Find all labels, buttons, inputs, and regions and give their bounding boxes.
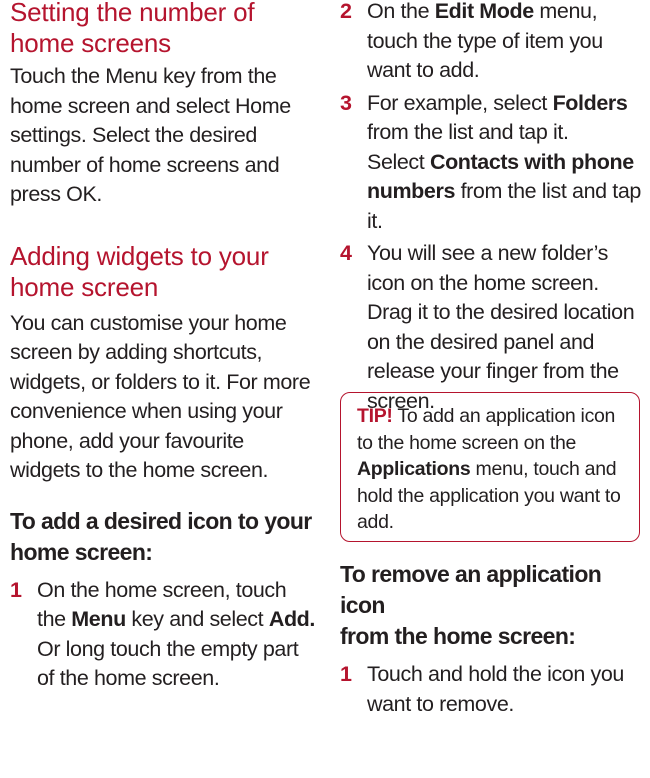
section-title-home-screens: Setting the number of home screens <box>10 0 255 58</box>
right-column <box>340 0 642 416</box>
step-number: 2 <box>340 0 352 23</box>
add-step-4: 4 You will see a new folder’s icon on the home screen. Drag it to the desired location on the desired panel and release your finger from the screen. <box>340 241 635 413</box>
tip-label: TIP! <box>357 405 393 427</box>
remove-section <box>340 559 645 719</box>
remove-icon-heading: To remove an application icon from the home screen: <box>340 561 602 649</box>
tip-box <box>340 392 640 542</box>
add-step-3: 3 For example, select Folders from the list and tap it. Select Contacts with phone numbers from the list and tap it. <box>340 90 641 233</box>
step-number: 1 <box>10 577 22 602</box>
step-number: 3 <box>340 90 352 115</box>
add-step-2: 2 On the Edit Mode menu, touch the type of item you want to add. <box>340 0 642 86</box>
step-number: 4 <box>340 241 352 265</box>
add-icon-heading: To add a desired icon to your home screen: <box>10 507 312 565</box>
tip-text: TIP! To add an application icon to the home screen on the Applications menu, touch and hold the application you want to add. <box>357 405 621 533</box>
left-column <box>10 0 315 694</box>
section-title-adding-widgets: Adding widgets to your home screen <box>10 240 269 302</box>
home-screens-paragraph: Touch the Menu key from the home screen and select Home settings. Select the desired number of home screens and press OK. <box>10 64 291 206</box>
step-number: 1 <box>340 662 352 686</box>
add-step-1: 1 On the home screen, touch the Menu key and select Add. Or long touch the empty part of the home screen. <box>10 577 315 690</box>
remove-step-1: 1 Touch and hold the icon you want to remove. <box>340 662 624 716</box>
adding-widgets-paragraph: You can customise your home screen by adding shortcuts, widgets, or folders to it. For more convenience when using your phone, add your favourite widgets to the home screen. <box>10 310 311 482</box>
